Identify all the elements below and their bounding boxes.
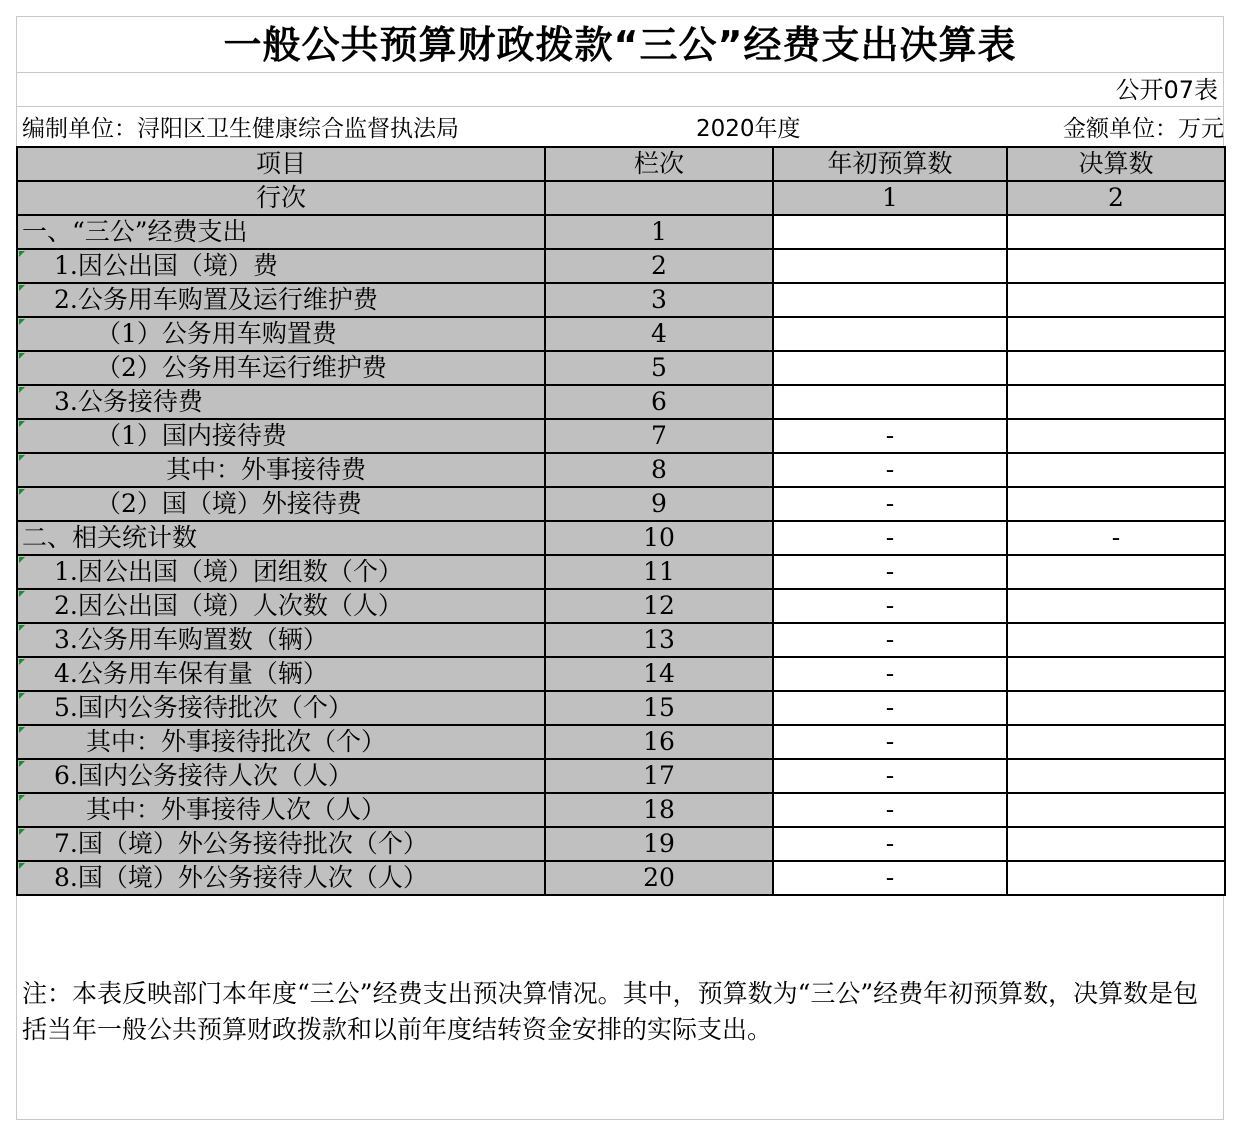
table-row	[17, 351, 1225, 385]
row-label	[17, 555, 545, 589]
table-row	[17, 623, 1225, 657]
table-row	[17, 215, 1225, 249]
table-row	[17, 317, 1225, 351]
cell-marker-icon	[19, 489, 25, 495]
row-label	[17, 249, 545, 283]
cell-marker-icon	[19, 829, 25, 835]
table-row	[17, 385, 1225, 419]
year-label: 2020年度	[696, 116, 801, 142]
row-final-value	[1007, 249, 1225, 283]
cell-marker-icon	[19, 795, 25, 801]
cell-marker-icon	[19, 659, 25, 665]
row-label-text: 4.公务用车保有量（辆）	[54, 659, 328, 688]
table-row	[17, 283, 1225, 317]
cell-marker-icon	[19, 285, 25, 291]
cell-marker-icon	[19, 693, 25, 699]
table-code: 公开07表	[1115, 76, 1218, 104]
footnote: 注：本表反映部门本年度“三公”经费支出预决算情况。其中，预算数为“三公”经费年初预算数，决算数是包括当年一般公共预算财政拨款和以前年度结转资金安排的实际支出。	[22, 979, 1199, 1044]
row-final-value	[1007, 215, 1225, 249]
row-final-value	[1007, 759, 1225, 793]
row-line-number: 14	[545, 657, 773, 691]
row-final-value: -	[1007, 521, 1225, 555]
row-budget-value: -	[773, 793, 1007, 827]
row-line-number: 4	[545, 317, 773, 351]
row-line-number: 10	[545, 521, 773, 555]
row-budget-value	[773, 385, 1007, 419]
row-label	[17, 317, 545, 351]
table-row	[17, 453, 1225, 487]
table-row	[17, 691, 1225, 725]
row-budget-value: -	[773, 521, 1007, 555]
row-budget-value: -	[773, 623, 1007, 657]
row-budget-value: -	[773, 827, 1007, 861]
row-label	[17, 623, 545, 657]
row-budget-value: -	[773, 487, 1007, 521]
row-budget-value	[773, 215, 1007, 249]
row-line-number: 16	[545, 725, 773, 759]
row-label	[17, 487, 545, 521]
cell-marker-icon	[19, 625, 25, 631]
row-final-value	[1007, 317, 1225, 351]
row-final-value	[1007, 555, 1225, 589]
table-row	[17, 827, 1225, 861]
cell-marker-icon	[19, 353, 25, 359]
table-row	[17, 793, 1225, 827]
row-final-value	[1007, 283, 1225, 317]
row-label	[17, 521, 545, 555]
cell-marker-icon	[19, 761, 25, 767]
row-line-number: 7	[545, 419, 773, 453]
row-label	[17, 725, 545, 759]
row-budget-value	[773, 351, 1007, 385]
table-row	[17, 759, 1225, 793]
cell-marker-icon	[19, 319, 25, 325]
header-budget-index: 1	[773, 181, 1007, 215]
row-line-number: 5	[545, 351, 773, 385]
row-final-value	[1007, 385, 1225, 419]
row-line-number: 18	[545, 793, 773, 827]
row-label-text: （2）国（境）外接待费	[96, 489, 362, 518]
table-row	[17, 589, 1225, 623]
row-budget-value: -	[773, 657, 1007, 691]
row-line-number: 12	[545, 589, 773, 623]
expense-table	[16, 146, 1226, 896]
row-label	[17, 759, 545, 793]
row-line-number: 11	[545, 555, 773, 589]
header-final-index: 2	[1007, 181, 1225, 215]
row-label-text: 1.因公出国（境）团组数（个）	[54, 557, 403, 586]
row-budget-value: -	[773, 453, 1007, 487]
row-label	[17, 657, 545, 691]
table-row	[17, 657, 1225, 691]
row-final-value	[1007, 827, 1225, 861]
row-budget-value: -	[773, 419, 1007, 453]
row-label-text: （2）公务用车运行维护费	[96, 353, 387, 382]
row-final-value	[1007, 487, 1225, 521]
table-row	[17, 419, 1225, 453]
row-label-text: 其中：外事接待批次（个）	[86, 727, 387, 756]
cell-marker-icon	[19, 421, 25, 427]
header-index-row	[17, 181, 1225, 215]
row-budget-value: -	[773, 691, 1007, 725]
row-line-number: 17	[545, 759, 773, 793]
row-label	[17, 691, 545, 725]
row-line-number: 8	[545, 453, 773, 487]
table-row	[17, 725, 1225, 759]
row-label-text: （1）国内接待费	[96, 421, 287, 450]
row-budget-value	[773, 317, 1007, 351]
row-label-text: （1）公务用车购置费	[96, 319, 337, 348]
row-final-value	[1007, 419, 1225, 453]
cell-marker-icon	[19, 455, 25, 461]
row-label	[17, 419, 545, 453]
row-label	[17, 215, 545, 249]
row-label-text: 一、“三公”经费支出	[22, 217, 248, 246]
header-budget: 年初预算数	[773, 147, 1007, 181]
header-item: 项目	[17, 147, 545, 181]
row-final-value	[1007, 589, 1225, 623]
row-final-value	[1007, 453, 1225, 487]
header-row	[17, 147, 1225, 181]
row-label	[17, 283, 545, 317]
row-line-number: 19	[545, 827, 773, 861]
row-label-text: 二、相关统计数	[22, 523, 198, 552]
row-budget-value: -	[773, 589, 1007, 623]
row-label-text: 8.国（境）外公务接待人次（人）	[54, 863, 428, 892]
row-label-text: 1.因公出国（境）费	[54, 251, 278, 280]
row-budget-value: -	[773, 725, 1007, 759]
row-final-value	[1007, 793, 1225, 827]
row-label	[17, 351, 545, 385]
row-budget-value: -	[773, 759, 1007, 793]
row-label	[17, 793, 545, 827]
header-row-empty	[545, 181, 773, 215]
row-label-text: 6.国内公务接待人次（人）	[54, 761, 353, 790]
row-label-text: 2.公务用车购置及运行维护费	[54, 285, 378, 314]
table-row	[17, 555, 1225, 589]
divider	[16, 106, 1224, 107]
cell-marker-icon	[19, 863, 25, 869]
row-label-text: 其中：外事接待人次（人）	[86, 795, 387, 824]
row-line-number: 1	[545, 215, 773, 249]
header-line: 栏次	[545, 147, 773, 181]
divider	[16, 72, 1224, 73]
row-line-number: 9	[545, 487, 773, 521]
row-final-value	[1007, 351, 1225, 385]
unit-label: 金额单位：万元	[1063, 116, 1224, 142]
row-final-value	[1007, 691, 1225, 725]
org-label: 编制单位：浔阳区卫生健康综合监督执法局	[22, 116, 459, 142]
row-label-text: 其中：外事接待费	[166, 455, 367, 484]
row-line-number: 3	[545, 283, 773, 317]
table-title: 一般公共预算财政拨款“三公”经费支出决算表	[223, 23, 1017, 67]
row-final-value	[1007, 623, 1225, 657]
row-label-text: 5.国内公务接待批次（个）	[54, 693, 353, 722]
row-label-text: 3.公务用车购置数（辆）	[54, 625, 328, 654]
table-row	[17, 861, 1225, 895]
table-row	[17, 487, 1225, 521]
row-line-number: 20	[545, 861, 773, 895]
header-final: 决算数	[1007, 147, 1225, 181]
row-line-number: 2	[545, 249, 773, 283]
table-row	[17, 249, 1225, 283]
row-label-text: 2.因公出国（境）人次数（人）	[54, 591, 403, 620]
table-row	[17, 521, 1225, 555]
row-label	[17, 827, 545, 861]
cell-marker-icon	[19, 387, 25, 393]
cell-marker-icon	[19, 727, 25, 733]
cell-marker-icon	[19, 557, 25, 563]
header-row-label: 行次	[17, 181, 545, 215]
row-final-value	[1007, 657, 1225, 691]
row-line-number: 6	[545, 385, 773, 419]
row-label-text: 7.国（境）外公务接待批次（个）	[54, 829, 428, 858]
row-label	[17, 589, 545, 623]
row-budget-value: -	[773, 555, 1007, 589]
row-budget-value	[773, 249, 1007, 283]
row-label	[17, 385, 545, 419]
cell-marker-icon	[19, 251, 25, 257]
row-final-value	[1007, 861, 1225, 895]
row-budget-value	[773, 283, 1007, 317]
row-label-text: 3.公务接待费	[54, 387, 203, 416]
row-line-number: 15	[545, 691, 773, 725]
row-label	[17, 861, 545, 895]
row-final-value	[1007, 725, 1225, 759]
row-line-number: 13	[545, 623, 773, 657]
row-budget-value: -	[773, 861, 1007, 895]
cell-marker-icon	[19, 591, 25, 597]
row-label	[17, 453, 545, 487]
